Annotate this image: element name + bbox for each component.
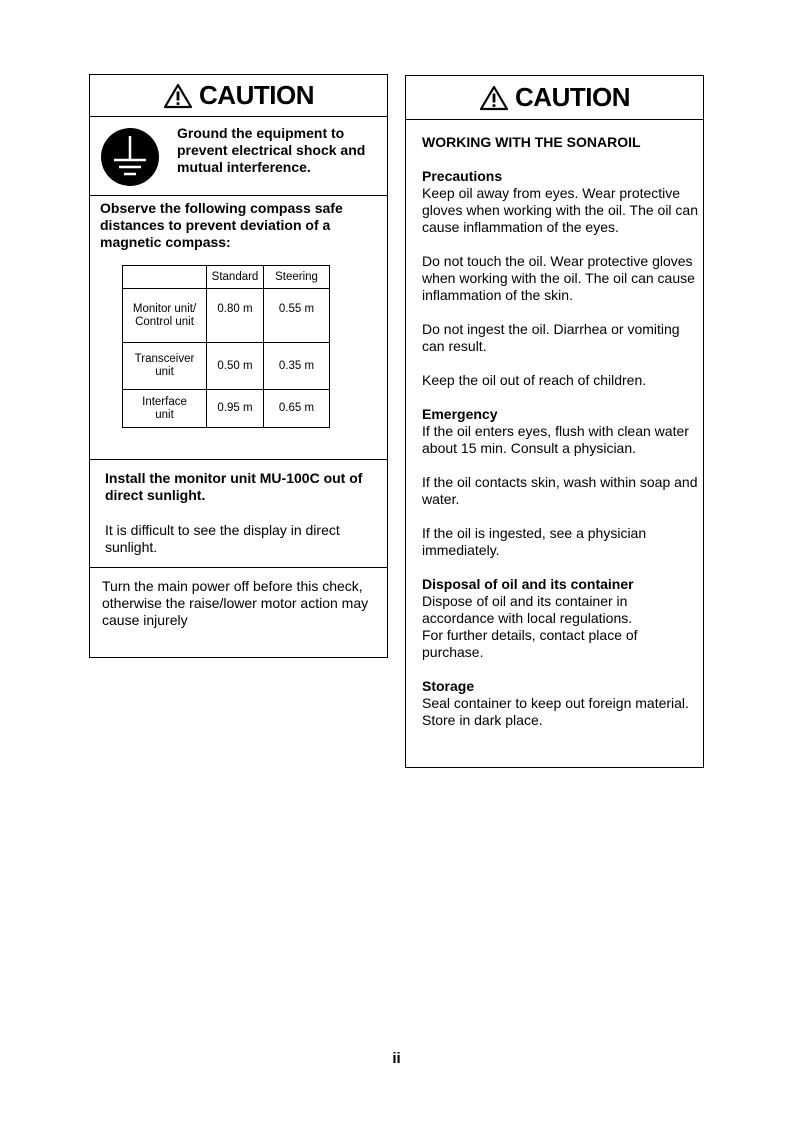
compass-warning-text: Observe the following compass safe distances to prevent deviation of a magnetic compass: <box>100 200 343 250</box>
table-row <box>123 390 330 428</box>
ground-section <box>90 117 387 195</box>
table-header-row <box>123 266 330 289</box>
emergency-paragraph: If the oil enters eyes, flush with clean water about 15 min. Consult a physician. <box>422 423 689 456</box>
table-cell-steering: 0.55 m <box>264 289 330 343</box>
precautions-heading: Precautions <box>422 168 503 184</box>
disposal-paragraph: For further details, contact place of purchase. <box>422 627 638 660</box>
right-caution-panel <box>405 75 704 768</box>
table-header-standard: Standard <box>207 266 264 289</box>
precautions-paragraph: Keep the oil out of reach of children. <box>422 372 647 388</box>
table-header-steering: Steering <box>264 266 330 289</box>
table-cell-steering: 0.35 m <box>264 343 330 390</box>
table-cell-standard: 0.80 m <box>207 289 264 343</box>
precautions-paragraph: Keep oil away from eyes. Wear protective gloves when working with the oil. The oil can cause inflammation of the eyes. <box>422 185 699 235</box>
table-corner-cell <box>123 266 207 289</box>
sonaroil-instructions <box>422 134 702 729</box>
table-cell-steering: 0.65 m <box>264 390 330 428</box>
sunlight-heading: Install the monitor unit MU-100C out of direct sunlight. <box>105 470 363 503</box>
row-label-line1: Transceiver <box>134 353 195 365</box>
emergency-heading: Emergency <box>422 406 498 422</box>
compass-section <box>90 195 387 459</box>
warning-triangle-icon <box>479 85 509 111</box>
emergency-paragraph: If the oil contacts skin, wash within soap and water. <box>422 474 698 507</box>
row-label-line1: Interface <box>142 395 187 408</box>
storage-heading: Storage <box>422 678 475 694</box>
ground-symbol-icon <box>100 127 160 187</box>
row-label-line2: Control unit <box>135 315 194 328</box>
precautions-paragraph: Do not ingest the oil. Diarrhea or vomiting can result. <box>422 321 680 354</box>
table-cell-standard: 0.50 m <box>207 343 264 390</box>
left-caution-label: CAUTION <box>199 80 314 110</box>
sunlight-section <box>90 459 387 567</box>
table-row <box>123 343 330 390</box>
table-row <box>123 289 330 343</box>
row-label-line1: Monitor unit/ <box>132 302 197 315</box>
emergency-paragraph: If the oil is ingested, see a physician immediately. <box>422 525 647 558</box>
table-row-label <box>123 289 207 343</box>
right-caution-header <box>406 76 703 120</box>
power-section <box>90 567 387 659</box>
storage-paragraph: Seal container to keep out foreign material. Store in dark place. <box>422 695 689 728</box>
power-warning-text: Turn the main power off before this check, otherwise the raise/lower motor action may cause injurely <box>102 578 369 628</box>
precautions-paragraph: Do not touch the oil. Wear protective gloves when working with the oil. The oil can cause inflammation of the skin. <box>422 253 695 303</box>
row-label-line2: unit <box>155 366 174 378</box>
left-caution-header <box>90 75 387 117</box>
table-row-label <box>123 343 207 390</box>
left-caution-panel <box>89 74 388 658</box>
sonaroil-title: WORKING WITH THE SONAROIL <box>422 134 641 150</box>
ground-warning-text: Ground the equipment to prevent electrical shock and mutual interference. <box>177 125 366 175</box>
right-caution-label: CAUTION <box>515 82 630 112</box>
warning-triangle-icon <box>163 83 193 109</box>
sunlight-body-text: It is difficult to see the display in direct sunlight. <box>105 522 340 555</box>
disposal-paragraph: Dispose of oil and its container in accordance with local regulations. <box>422 593 633 626</box>
row-label-line2: unit <box>155 408 174 421</box>
disposal-heading: Disposal of oil and its container <box>422 576 634 592</box>
table-cell-standard: 0.95 m <box>207 390 264 428</box>
table-row-label <box>123 390 207 428</box>
page-number: ii <box>392 1050 401 1067</box>
compass-distance-table <box>122 265 330 428</box>
